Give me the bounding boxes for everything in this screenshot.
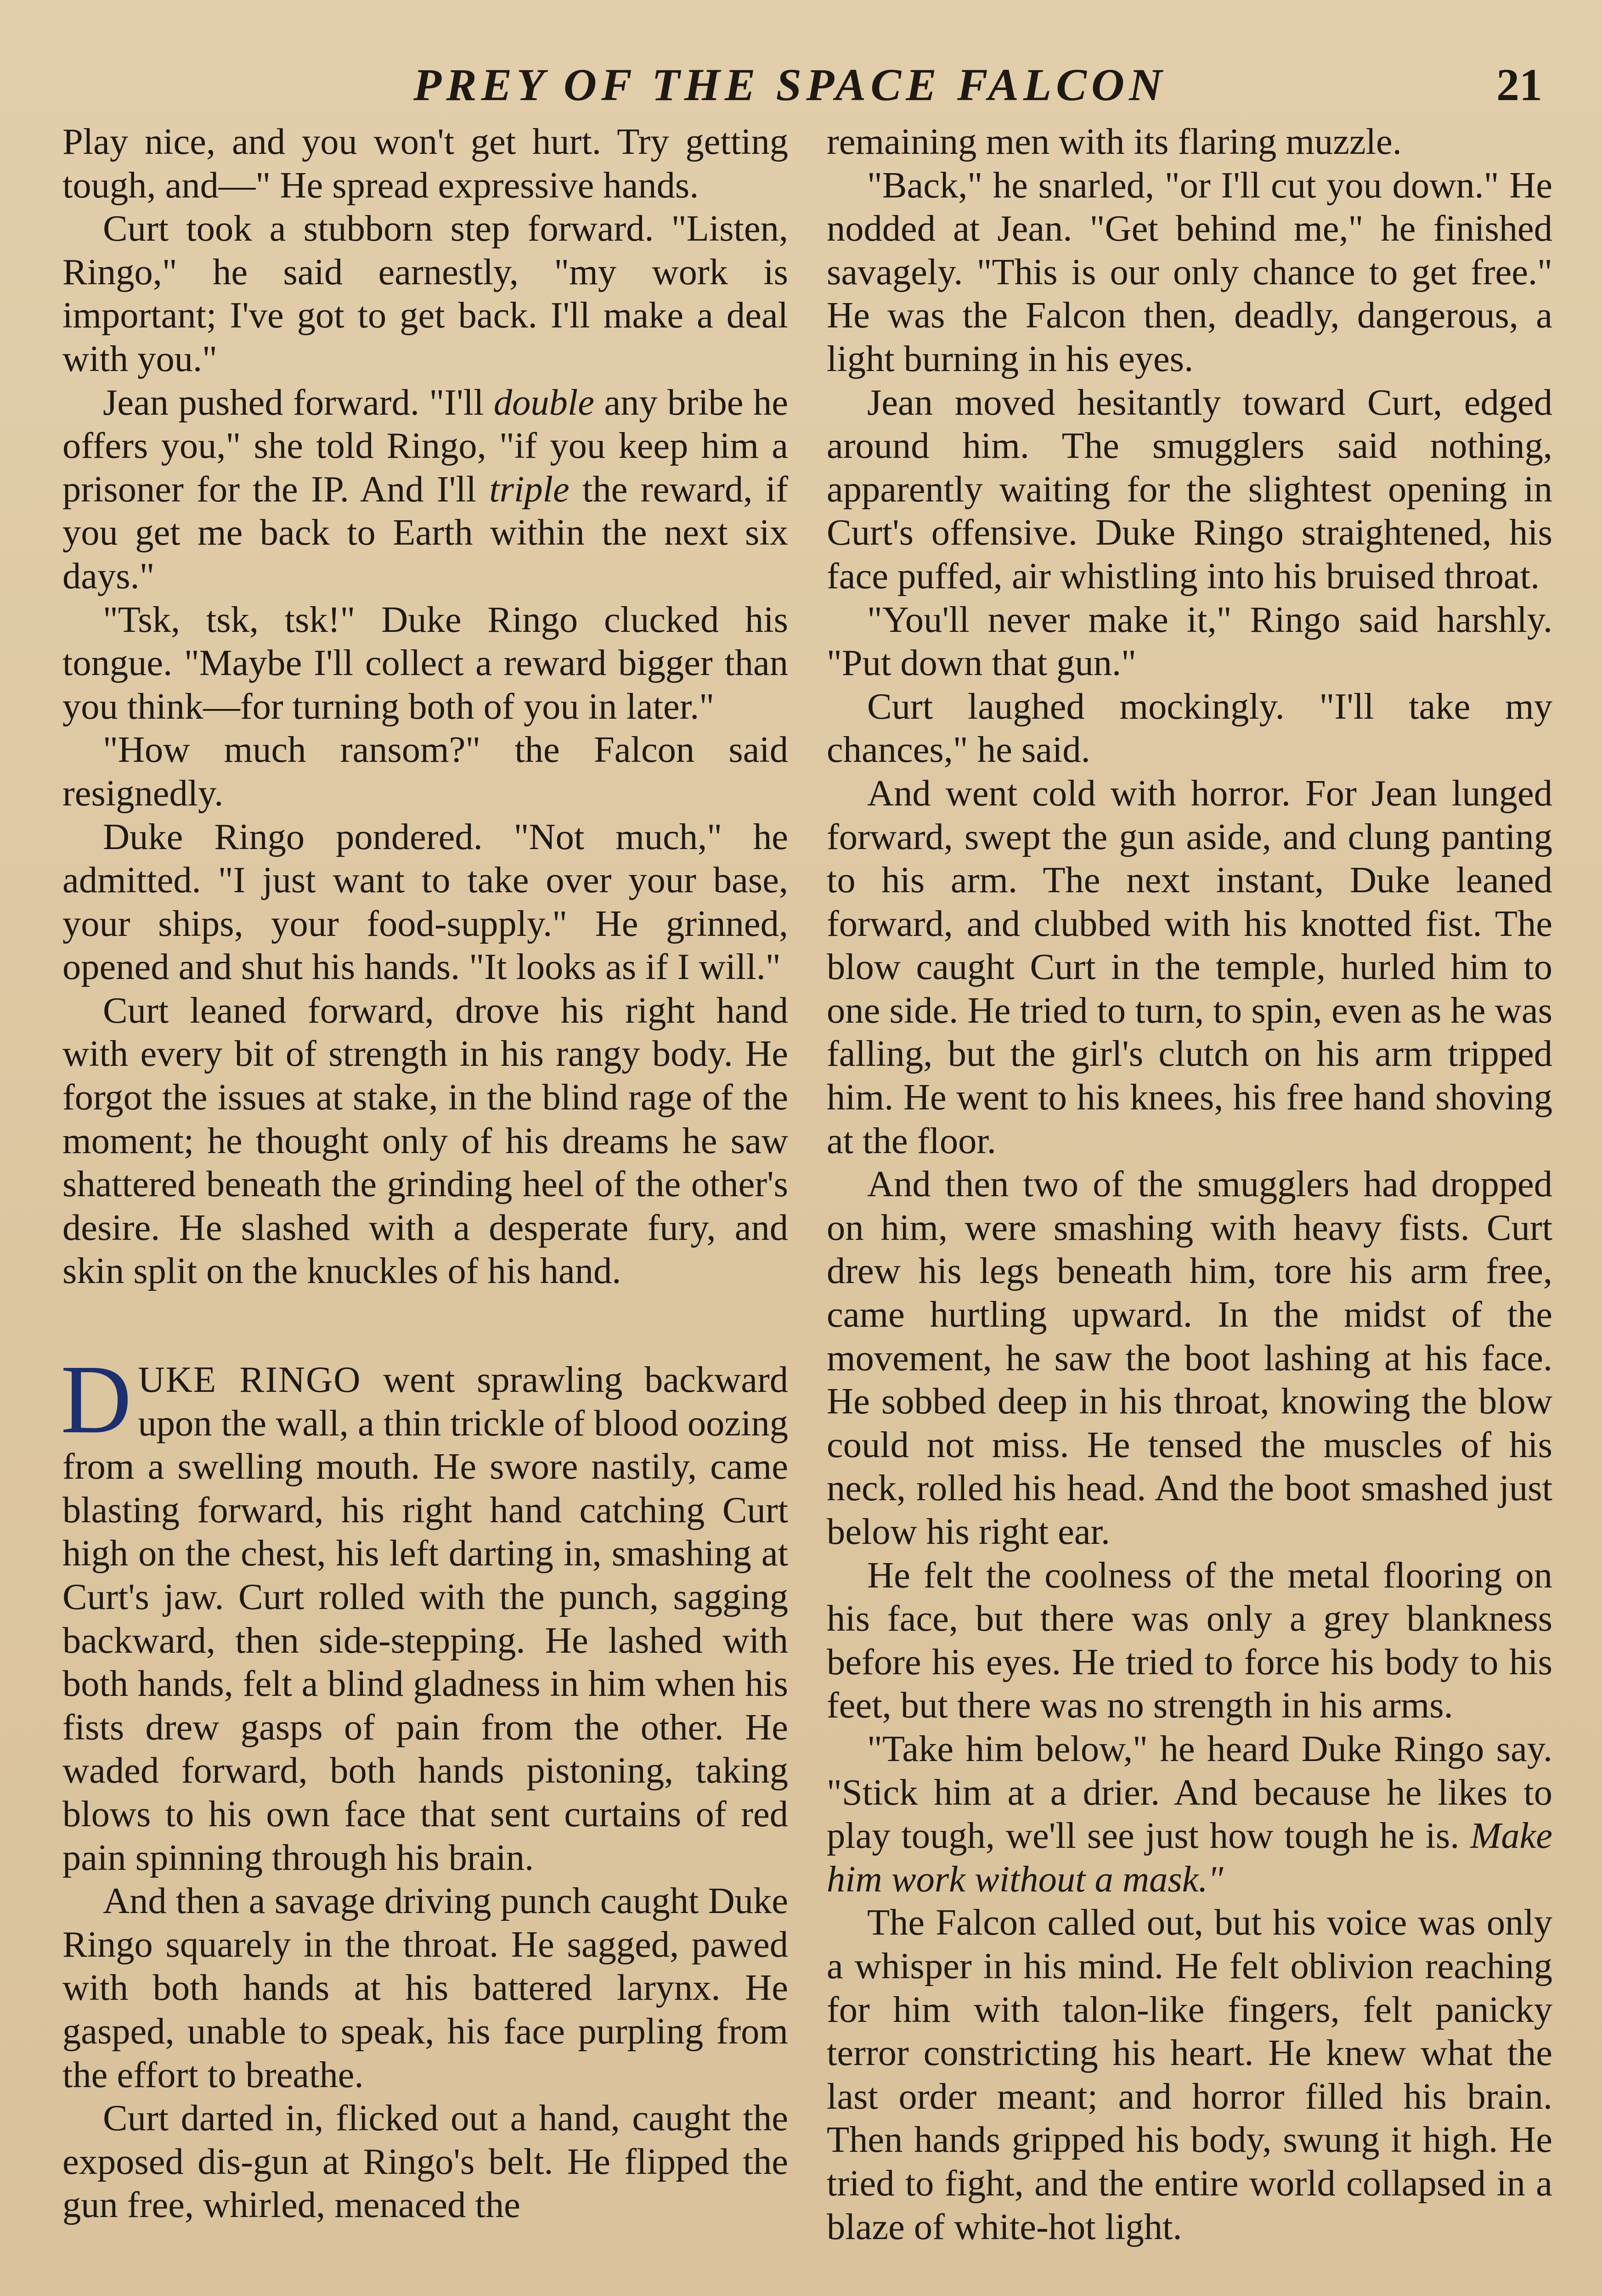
right-column [827, 120, 1552, 2249]
running-title: PREY OF THE SPACE FALCON [413, 59, 1167, 110]
drop-cap: D [61, 1345, 132, 1454]
page-number: 21 [1496, 59, 1542, 110]
paragraph: He felt the coolness of the metal flooring on his face, but there was only a grey blankness before his eyes. He tried to force his body to his feet, but there was no strength in his arms. [827, 1554, 1552, 1726]
paragraph: Play nice, and you won't get hurt. Try getting tough, and—" He spread expressive hands. [62, 121, 788, 206]
emphasis-text: double [493, 382, 594, 423]
text-run: went sprawling backward upon the wall, a thin trickle of blood oozing from a swelling mouth. He swore nastily, came blasting forward, his right hand catching Curt high on the chest, his left darting in, smashing at Curt's jaw. Curt rolled with the punch, sagging backward, then side-stepping. He lashed with both hands, felt a blind gladness in him when his fists drew gasps of pain from the other. He waded forward, both hands pistoning, taking blows to his own face that sent curtains of red pain spinning through his brain. [62, 1359, 788, 1878]
paragraph: "Tsk, tsk, tsk!" Duke Ringo clucked his tongue. "Maybe I'll collect a reward bigger than you think—for turning both of you in later." [62, 599, 788, 727]
emphasis-text: triple [489, 468, 570, 510]
paragraph: The Falcon called out, but his voice was only a whisper in his mind. He felt oblivion reaching for him with talon-like fingers, felt panicky terror constricting his heart. He knew what the last order meant; and horror filled his brain. Then hands gripped his body, swung it high. He tried to fight, and the entire world collapsed in a blaze of white-hot light. [827, 1902, 1552, 2247]
paragraph: And then two of the smugglers had dropped on him, were smashing with heavy fists. Curt drew his legs beneath him, tore his arm free, came hurtling upward. In the midst of the movement, he saw the boot lashing at his face. He sobbed deep in his throat, knowing the blow could not miss. He tensed the muscles of his neck, rolled his head. And the boot smashed just below his right ear. [827, 1164, 1552, 1552]
paragraph: Curt laughed mockingly. "I'll take my chances," he said. [827, 686, 1552, 771]
text-run: the reward, if you get me back to Earth within the next six days." [62, 468, 788, 597]
page-header [60, 55, 1542, 115]
text-run: Jean pushed forward. "I'll [103, 382, 494, 423]
paragraph: remaining men with its flaring muzzle. [827, 121, 1402, 162]
paragraph: Curt took a stubborn step forward. "Listen, Ringo," he said earnestly, "my work is important; I've got to get back. I'll make a deal with you." [62, 208, 788, 379]
paragraph: Curt darted in, flicked out a hand, caught the exposed dis-gun at Ringo's belt. He flipped the gun free, whirled, menaced the [62, 2098, 788, 2226]
left-column [62, 120, 788, 2227]
paragraph: Jean moved hesitantly toward Curt, edged around him. The smugglers said nothing, apparently waiting for the slightest opening in Curt's offensive. Duke Ringo straightened, his face puffed, air whistling into his bruised throat. [827, 382, 1552, 597]
emphasis-text: Make him work without a mask." [827, 1815, 1552, 1900]
text-run: any bribe he offers you," she told Ringo, "if you keep him a prisoner for the IP. And I'll [62, 382, 788, 510]
smallcaps-lead: UKE RINGO [138, 1359, 361, 1401]
paragraph: "How much ransom?" the Falcon said resignedly. [62, 729, 788, 814]
paragraph: "You'll never make it," Ringo said harshly. "Put down that gun." [827, 599, 1552, 684]
text-run: "Take him below," he heard Duke Ringo say. "Stick him at a drier. And because he likes to play tough, we'll see just how tough he is. [827, 1728, 1552, 1857]
paragraph [62, 381, 788, 598]
section-start-paragraph [61, 1345, 788, 1880]
paragraph: "Back," he snarled, "or I'll cut you down." He nodded at Jean. "Get behind me," he finished savagely. "This is our only chance to get free." He was the Falcon then, deadly, dangerous, a light burning in his eyes. [827, 164, 1552, 379]
paragraph: And then a savage driving punch caught Duke Ringo squarely in the throat. He sagged, pawed with both hands at his battered larynx. He gasped, unable to speak, his face purpling from the effort to breathe. [62, 1880, 788, 2095]
paragraph [827, 1728, 1552, 1901]
paragraph: And went cold with horror. For Jean lunged forward, swept the gun aside, and clung panting to his arm. The next instant, Duke leaned forward, and clubbed with his knotted fist. The blow caught Curt in the temple, hurled him to one side. He tried to turn, to spin, even as he was falling, but the girl's clutch on his arm tripped him. He went to his knees, his free hand shoving at the floor. [827, 772, 1552, 1161]
paragraph: Duke Ringo pondered. "Not much," he admitted. "I just want to take over your base, your ships, your food-supply." He grinned, opened and shut his hands. "It looks as if I will." [62, 816, 788, 988]
paragraph: Curt leaned forward, drove his right hand with every bit of strength in his rangy body. He forgot the issues at stake, in the blind rage of the moment; he thought only of his dreams he saw shattered beneath the grinding heel of the other's desire. He slashed with a desperate fury, and skin split on the knuckles of his hand. [62, 990, 788, 1292]
